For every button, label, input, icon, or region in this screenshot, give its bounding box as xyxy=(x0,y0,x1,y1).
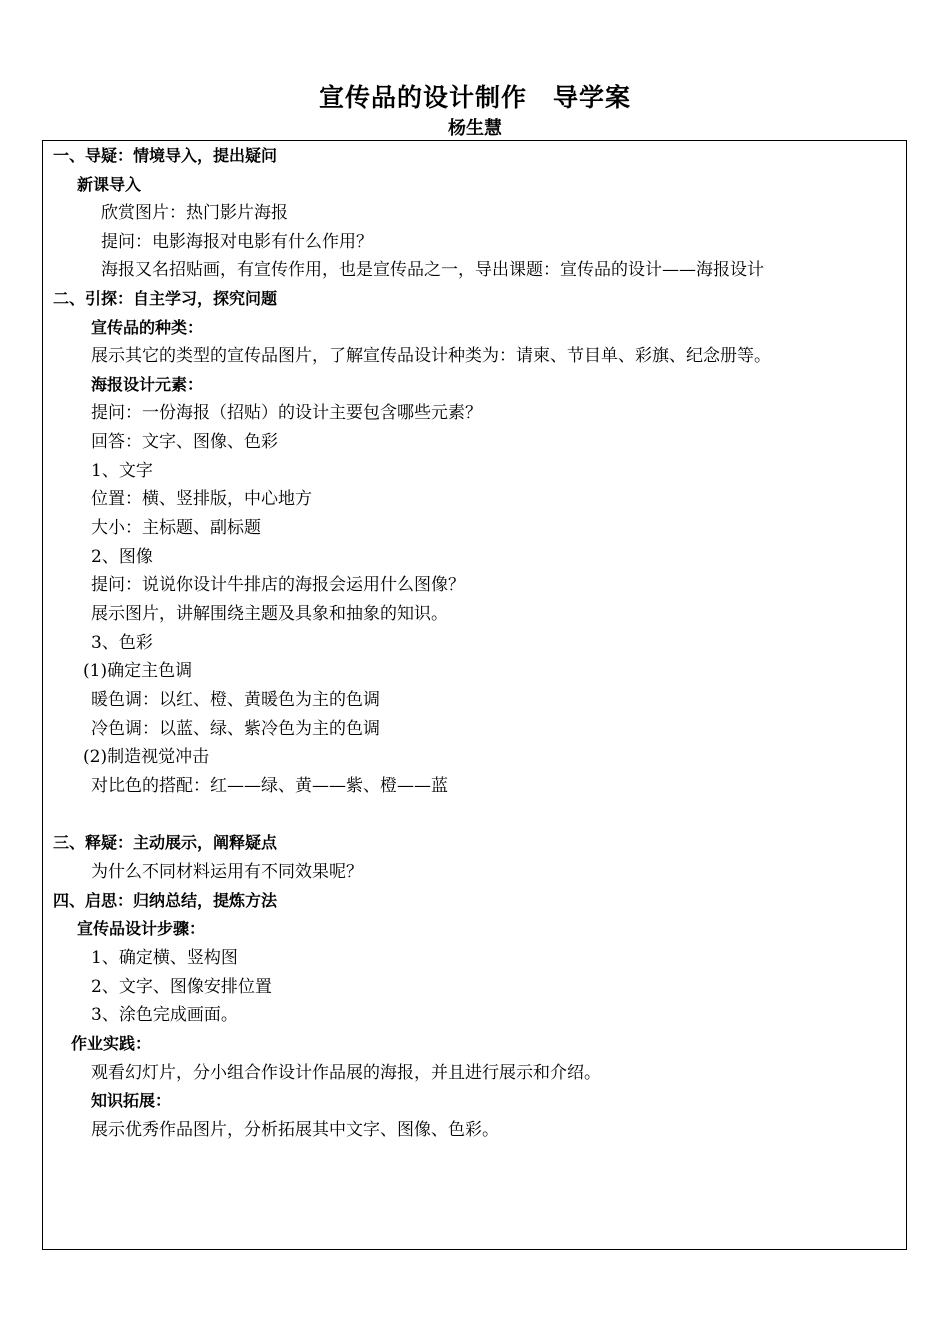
body-line: 欣赏图片：热门影片海报 xyxy=(101,203,288,223)
body-line: 提问：一份海报（招贴）的设计主要包含哪些元素？ xyxy=(91,403,482,423)
subheading-extension: 知识拓展： xyxy=(91,1091,172,1110)
subheading-types: 宣传品的种类： xyxy=(91,318,204,337)
body-line: 对比色的搭配：红——绿、黄——紫、橙——蓝 xyxy=(91,776,448,796)
body-line: 提问：说说你设计牛排店的海报会运用什么图像？ xyxy=(91,575,465,595)
section-heading-1: 一、导疑：情境导入，提出疑问 xyxy=(53,146,278,165)
subheading-homework: 作业实践： xyxy=(71,1034,152,1053)
body-line: 为什么不同材料运用有不同效果呢？ xyxy=(91,862,363,882)
subheading-steps: 宣传品设计步骤： xyxy=(77,919,206,938)
body-line: 3、色彩 xyxy=(91,633,153,653)
body-line: 展示图片，讲解围绕主题及具象和抽象的知识。 xyxy=(91,604,448,624)
body-line: 回答：文字、图像、色彩 xyxy=(91,432,278,452)
section-heading-2: 二、引探：自主学习，探究问题 xyxy=(53,289,278,308)
body-line: 展示其它的类型的宣传品图片，了解宣传品设计种类为：请柬、节目单、彩旗、纪念册等。 xyxy=(91,346,771,366)
body-line: 海报又名招贴画，有宣传作用，也是宣传品之一，导出课题：宣传品的设计——海报设计 xyxy=(101,260,764,280)
section-heading-3: 三、释疑：主动展示，阐释疑点 xyxy=(53,833,278,852)
body-line: 大小：主标题、副标题 xyxy=(91,518,261,538)
body-line: 3、涂色完成画面。 xyxy=(91,1005,238,1025)
body-line: 冷色调：以蓝、绿、紫冷色为主的色调 xyxy=(91,719,380,739)
author-name: 杨生慧 xyxy=(448,118,502,139)
body-line: 位置：横、竖排版，中心地方 xyxy=(91,489,312,509)
subheading-elements: 海报设计元素： xyxy=(91,375,204,394)
content-box xyxy=(42,140,907,1250)
body-line: 2、文字、图像安排位置 xyxy=(91,977,272,997)
body-line: 提问：电影海报对电影有什么作用？ xyxy=(101,232,373,252)
body-line: (2)制造视觉冲击 xyxy=(83,747,210,767)
body-line: 1、文字 xyxy=(91,461,153,481)
body-line: 展示优秀作品图片，分析拓展其中文字、图像、色彩。 xyxy=(91,1120,499,1140)
body-line: 暖色调：以红、橙、黄暖色为主的色调 xyxy=(91,690,380,710)
body-line: 2、图像 xyxy=(91,547,153,567)
body-line: 观看幻灯片，分小组合作设计作品展的海报，并且进行展示和介绍。 xyxy=(91,1063,601,1083)
document-title: 宣传品的设计制作 导学案 xyxy=(318,83,631,112)
body-line: 1、确定横、竖构图 xyxy=(91,948,238,968)
body-line: (1)确定主色调 xyxy=(83,661,193,681)
subheading-new-lesson: 新课导入 xyxy=(77,175,142,194)
section-heading-4: 四、启思：归纳总结，提炼方法 xyxy=(53,891,278,910)
